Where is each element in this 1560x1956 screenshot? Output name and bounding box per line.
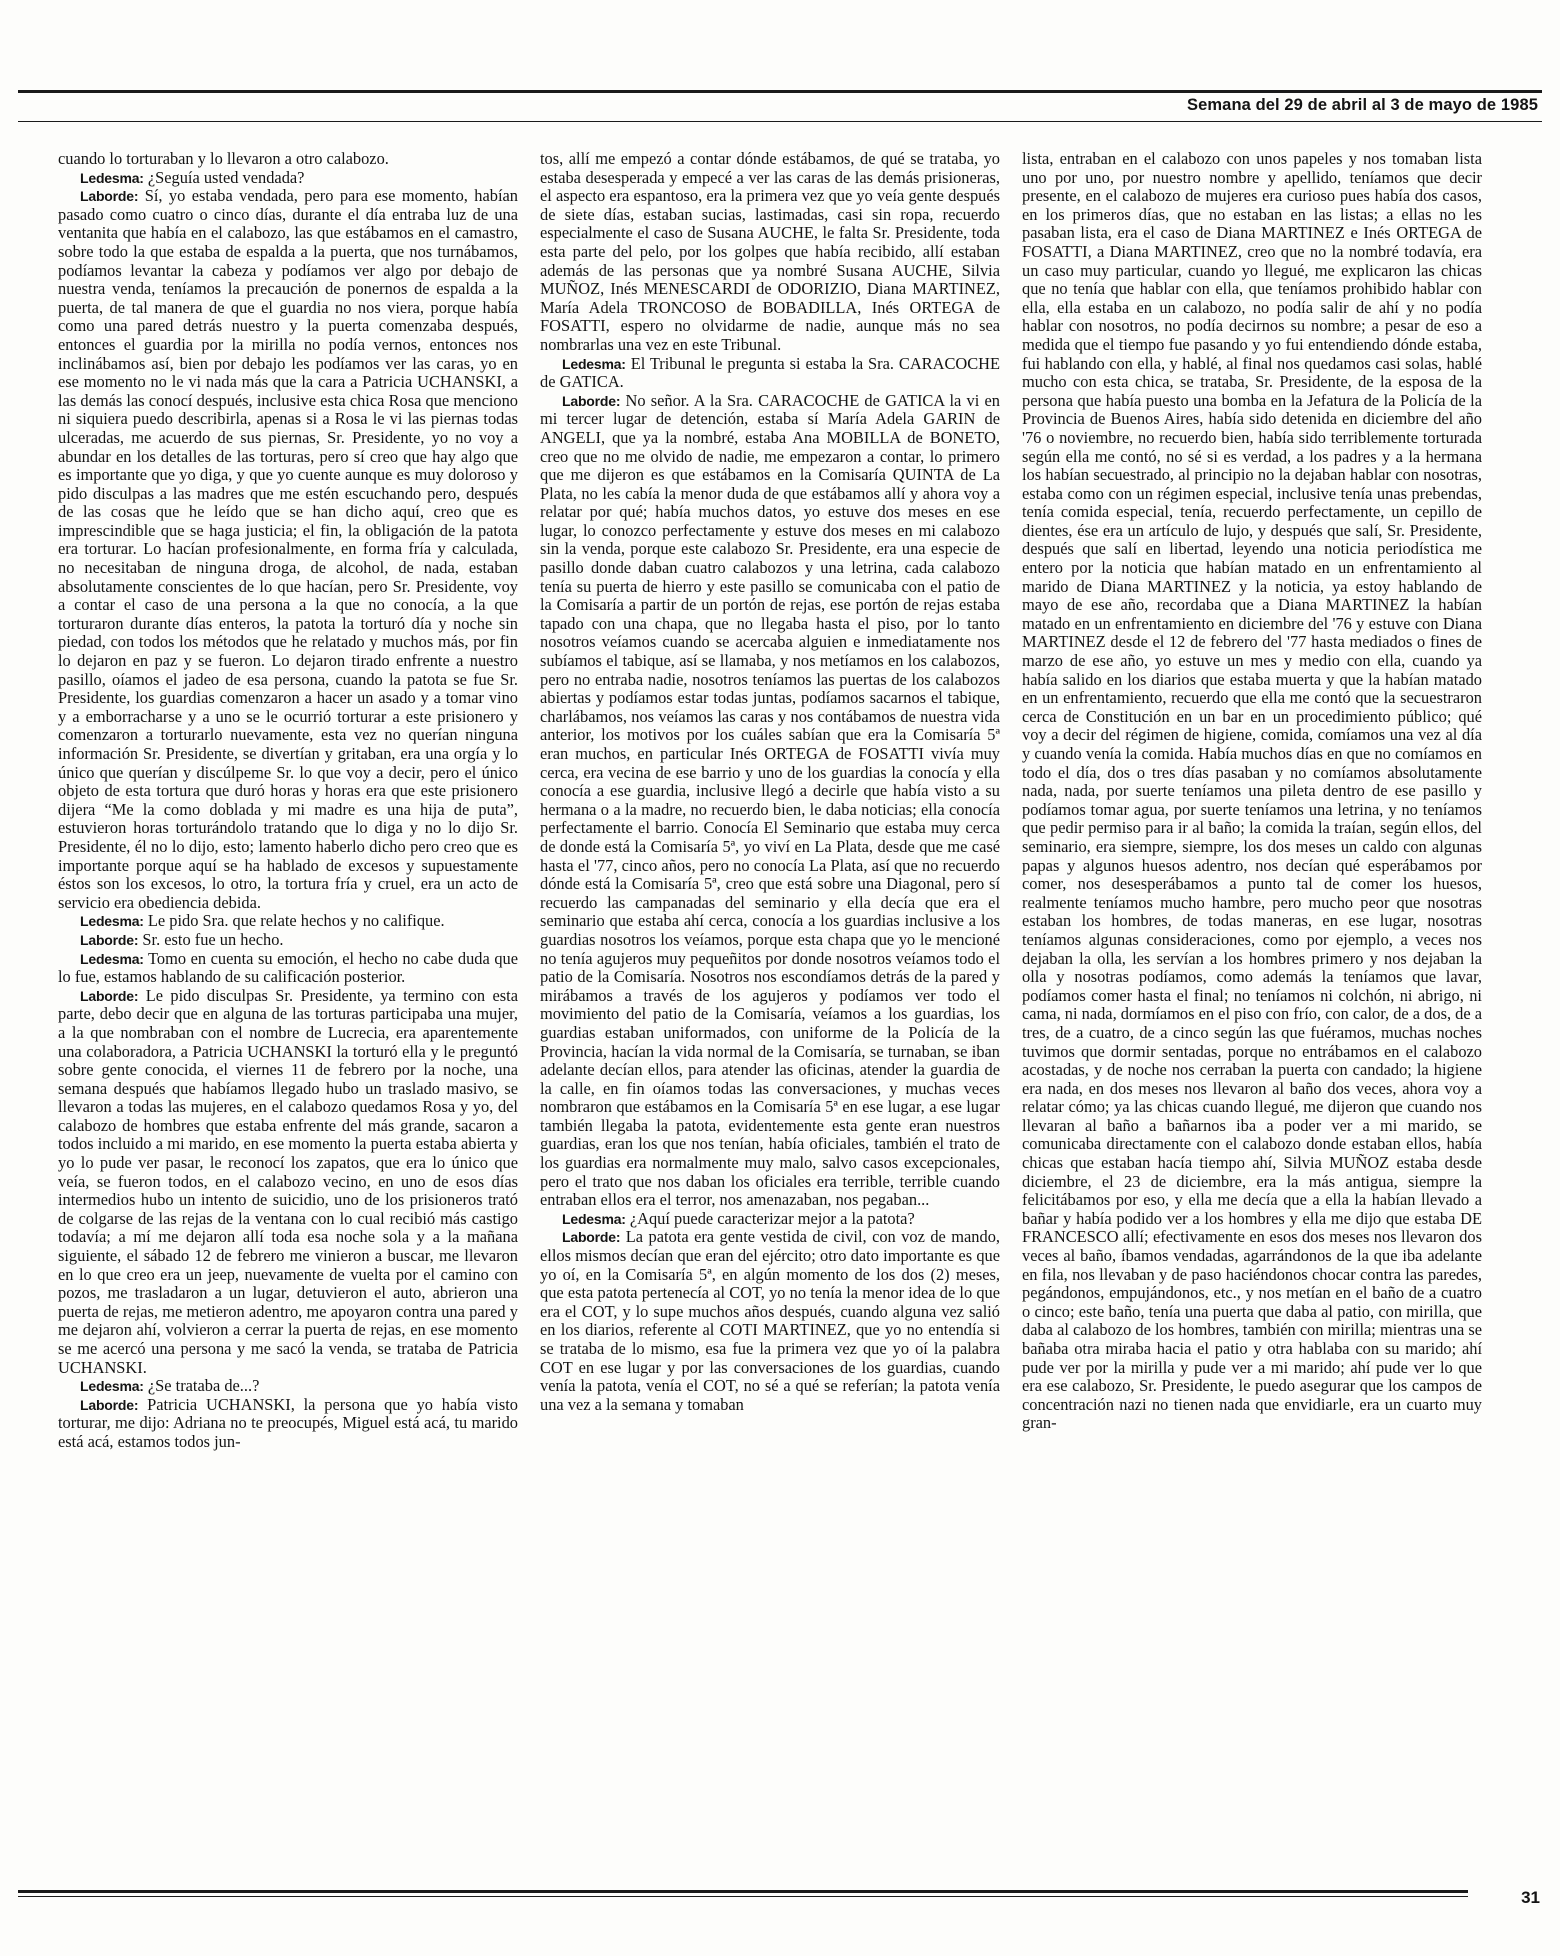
paragraph (58, 1396, 518, 1452)
speaker-label: Laborde: (562, 1229, 621, 1246)
paragraph-text: Sr. esto fue un hecho. (142, 929, 284, 949)
paragraph (58, 931, 518, 950)
paragraph (1022, 150, 1482, 1433)
paragraph-text: Sí, yo estaba vendada, pero para ese momento, habían pasado como cuatro o cinco días, durante el día entraba luz de una ventanita que había en el calabozo, las que estábamos en el camastro, sobre todo la que estaba de espalda a la puerta, que nos turnábamos, podíamos levantar la cabeza y podíamos ver algo por debajo de nuestra venda, teníamos la precaución de ponernos de espalda a la puerta, de tal manera de que el guardia no nos viera, porque había como una pared detrás nuestro y la puerta comenzaba después, entonces el guardia por la mirilla no podía vernos, entonces nos inclinábamos así, bien por debajo les podíamos ver las caras, yo en ese momento no le vi nada más que la cara a Patricia UCHANSKI, a las demás las conocí después, inclusive esta chica Rosa que menciono ni siquiera puedo describirla, apenas si a Rosa le vi las piernas todas ulceradas, me acuerdo de sus piernas, Sr. Presidente, yo no voy a abundar en los detalles de las torturas, pero sí creo que hay algo que es importante que yo diga, y que yo cuente aunque es muy doloroso y pido disculpas a las madres que me estén escuchando pero, después de las cosas que he leído que se han dicho aquí, creo que es imprescindible que se haga justicia; el fin, la obligación de la patota era torturar. Lo hacían profesionalmente, en forma fría y calculada, no necesitaban de ninguna droga, de alcohol, de nada, estaban absolutamente conscientes de lo que hacían, pero Sr. Presidente, voy a contar el caso de una persona a la que no conocía, a la que torturaron durante días enteros, la patota la torturó día y noche sin piedad, con todos los métodos que he relatado y muchos más, por fin lo dejaron en paz y se fueron. Lo dejaron tirado enfrente a nuestro pasillo, oíamos el jadeo de esa persona, cuando la patota se fue Sr. Presidente, los guardias comenzaron a hacer un asado y a tomar vino y a emborracharse y a uno se le ocurrió torturar a este prisionero y comenzaron a torturarlo nuevamente, esta vez no querían ninguna información Sr. Presidente, se divertían y gritaban, era una orgía y lo único que querían y discúlpeme Sr. lo que voy a decir, pero el único objeto de esta tortura que duró horas y horas era que este prisionero dijera “Me la como doblada y mi madre es una hija de puta”, estuvieron horas torturándolo tratando que lo diga y no lo dijo Sr. Presidente, él no lo dijo, esto; lamento haberlo dicho pero creo que es importante porque aquí se ha hablado de excesos y supuestamente éstos son los excesos, lo otro, la tortura fría y cruel, era un acto de servicio era obediencia debida. (58, 186, 518, 912)
column-3 (1022, 150, 1482, 1890)
paragraph-text: ¿Se trataba de...? (147, 1376, 260, 1396)
paragraph-text: El Tribunal le pregunta si estaba la Sra. CARACOCHE de GATICA. (540, 353, 1000, 392)
speaker-label: Laborde: (80, 1396, 139, 1413)
column-2 (540, 150, 1000, 1890)
page-number: 31 (1521, 1888, 1540, 1907)
paragraph-text: tos, allí me empezó a contar dónde estábamos, de qué se trataba, yo estaba desesperada y empecé a ver las caras de las demás prisioneras, el aspecto era espantoso, era la primera vez que yo veía gente después de siete días, estaban sucias, lastimadas, casi sin ropa, recuerdo especialmente el caso de Susana AUCHE, le falta Sr. Presidente, toda esta parte del pelo, por los golpes que había recibido, allí estaban además de las personas que ya nombré Susana AUCHE, Silvia MUÑOZ, Inés MENESCARDI de ODORIZIO, Diana MARTINEZ, María Adela TRONCOSO de BOBADILLA, Inés ORTEGA de FOSATTI, espero no olvidarme de nadie, aunque más no sea nombrarlas una vez en este Tribunal. (540, 150, 1000, 354)
paragraph (58, 187, 518, 912)
paragraph (58, 150, 518, 169)
paragraph-text: cuando lo torturaban y lo llevaron a otro calabozo. (58, 150, 389, 168)
speaker-label: Ledesma: (80, 950, 144, 967)
paragraph (58, 950, 518, 987)
paragraph (540, 355, 1000, 392)
speaker-label: Ledesma: (80, 1378, 144, 1395)
speaker-label: Ledesma: (562, 1210, 626, 1227)
speaker-label: Laborde: (80, 987, 139, 1004)
paragraph (58, 987, 518, 1377)
paragraph (58, 912, 518, 931)
paragraph (540, 392, 1000, 1210)
paragraph-text: Le pido Sra. que relate hechos y no califique. (147, 911, 445, 931)
footer-rule-thin (18, 1896, 1468, 1897)
paragraph (540, 150, 1000, 355)
paragraph-text: Patricia UCHANSKI, la persona que yo había visto torturar, me dijo: Adriana no te preocupés, Miguel está acá, tu marido está acá, estamos todos jun- (58, 1394, 518, 1451)
speaker-label: Ledesma: (80, 913, 144, 930)
speaker-label: Ledesma: (80, 169, 144, 186)
speaker-label: Ledesma: (562, 355, 626, 372)
header-rule-thick (18, 90, 1542, 93)
paragraph (58, 1377, 518, 1396)
speaker-label: Laborde: (80, 931, 139, 948)
paragraph-text: ¿Seguía usted vendada? (147, 167, 305, 187)
paragraph (540, 1210, 1000, 1229)
article-columns (58, 150, 1486, 1890)
paragraph-text: No señor. A la Sra. CARACOCHE de GATICA la vi en mi tercer lugar de detención, estaba sí María Adela GARIN de ANGELI, que ya la nombré, estaba Ana MOBILLA de BONETO, creo que no me olvido de nadie, me empezaron a contar, lo primero que me dijeron es que estábamos en la Comisaría QUINTA de La Plata, no les cabía la menor duda de que estábamos allí y ahora voy a relatar por qué; había muchos datos, yo estuve dos meses en ese lugar, lo conozco perfectamente y estuve dos meses en mi calabozo sin la venda, porque este calabozo Sr. Presidente, era una especie de pasillo donde daban cuatro calabozos y una letrina, cada calabozo tenía su puerta de hierro y este pasillo se comunicaba con el patio de la Comisaría a partir de un portón de rejas, ese portón de rejas estaba tapado con una chapa, que no llegaba hasta el piso, por lo tanto nosotros veíamos cuando se acercaba alguien e inmediatamente nos subíamos el tabique, así se llamaba, y nos metíamos en los calabozos, pero no entraba nadie, nosotros teníamos las puertas de los calabozos abiertas y podíamos estar todas juntas, podíamos sacarnos el tabique, charlábamos, nos veíamos las caras y nos contábamos de nuestra vida anterior, los motivos por los cuáles sabían que era la Comisaría 5ª eran muchos, en particular Inés ORTEGA de FOSATTI vivía muy cerca, era vecina de ese barrio y uno de los guardias la conocía y ella conocía a ese guardia, inclusive llegó a decirle que había visto a su hermana o a la madre, no recuerdo bien, le daba noticias; ella conocía perfectamente el barrio. Conocía El Seminario que estaba muy cerca de donde está la Comisaría 5ª, yo viví en La Plata, desde que me casé hasta el '77, cinco años, pero no conocía La Plata, así que no recuerdo dónde está la Comisaría 5ª, creo que está sobre una Diagonal, pero sí recuerdo las campanadas del seminario y ella decía que era el seminario que estaba ahí cerca, conocía a los guardias inclusive a los guardias nosotros los veíamos, porque esta chapa que yo le mencioné no tenía agujeros muy pequeñitos por donde nosotros veíamos todo el patio de la Comisaría. Nosotros nos escondíamos detrás de la pared y mirábamos a través de los agujeros y podíamos ver todo el movimiento del patio de la Comisaría, veíamos a los guardias, los guardias estaban uniformados, con uniforme de la Policía de la Provincia, hacían la vida normal de la Comisaría, se turnaban, se iban adelante decían ellos, para atender las oficinas, atender la guardia de la calle, en fin oíamos todas las conversaciones, y muchas veces nombraron que estábamos en la Comisaría 5ª en ese lugar, a ese lugar también llegaba la patota, evidentemente esta gente eran nuestros guardias, eran los que nos tenían, había oficiales, también el trato de los guardias era normalmente muy malo, salvo casos excepcionales, pero el trato que nos daban los oficiales era terrible, terrible cuando entraban ellos era el terror, nos amenazaban, nos pegaban... (540, 390, 1000, 1210)
column-1 (58, 150, 518, 1890)
paragraph-text: La patota era gente vestida de civil, con voz de mando, ellos mismos decían que eran del ejército; otro dato importante es que yo oí, en la Comisaría 5ª, en algún momento de los dos (2) meses, que esta patota pertenecía al COT, yo no tenía la menor idea de lo que era el COT, y lo supe muchos años después, cuando alguna vez salió en los diarios, referente al COTI MARTINEZ, que yo no entendía si se trataba de lo mismo, esa fue la primera vez que yo oí la palabra COT en ese lugar y por las conversaciones de los guardias, cuando venía la patota, venía el COT, no sé a qué se referían; la patota venía una vez a la semana y tomaban (540, 1227, 1000, 1414)
speaker-label: Laborde: (562, 392, 621, 409)
paragraph-text: Tomo en cuenta su emoción, el hecho no cabe duda que lo fue, estamos hablando de su calificación posterior. (58, 948, 518, 987)
speaker-label: Laborde: (80, 188, 139, 205)
paragraph-text: ¿Aquí puede caracterizar mejor a la patota? (629, 1208, 915, 1228)
paragraph-text: lista, entraban en el calabozo con unos papeles y nos tomaban lista uno por uno, por nuestro nombre y apellido, teníamos que decir presente, en el calabozo de mujeres era curioso pues había dos casos, en los primeros días, que no estaban en las listas; a ellas no les pasaban lista, era el caso de Diana MARTINEZ e Inés ORTEGA de FOSATTI, a Diana MARTINEZ, creo que no la nombré todavía, era un caso muy particular, cuando yo llegué, me explicaron las chicas que no tenía que hablar con ella, que teníamos prohibido hablar con ella, ella estaba en un calabozo, no podía salir de ahí y no podía hablar con nosotros, no podía decirnos su nombre; a pesar de eso a medida que el tiempo fue pasando y yo fui entendiendo dónde estaba, fui hablando con ella, y hablé, al final nos quedamos casi solas, hablé mucho con esta chica, se trataba, Sr. Presidente, de la esposa de la persona que había puesto una bomba en la Jefatura de la Policía de la Provincia de Buenos Aires, había sido detenida en diciembre del año '76 o noviembre, no recuerdo bien, había sido terriblemente torturada según ella me contó, no sé si es verdad, a los padres y a la hermana los habían secuestrado, al principio no la dejaban hablar con nosotras, estaba como con un régimen especial, inclusive tenía unas prebendas, tenía comida especial, tenía, recuerdo perfectamente, un cepillo de dientes, ése era un artículo de lujo, y después que salí, Sr. Presidente, después que salí en libertad, leyendo una noticia periodística me entero por la noticia que habían matado en un enfrentamiento al marido de Diana MARTINEZ y la noticia, ya estoy hablando de mayo de ese año, recordaba que a Diana MARTINEZ la habían matado en un enfrentamiento en diciembre del '76 y estuve con Diana MARTINEZ desde el 12 de febrero del '77 hasta mediados o fines de marzo de ese año, yo estuve un mes y medio con ella, cuando ya había salido en los diarios que estaba muerta y que la habían matado en un enfrentamiento, recuerdo que ella me contó que la secuestraron cerca de Constitución en un bar en un procedimiento público; qué voy a decir del régimen de higiene, comida, comíamos una vez al día y cuando venía la comida. Había muchos días en que no comíamos en todo el día, dos o tres días pasaban y no comíamos absolutamente nada, nada, por suerte teníamos una pileta dentro de ese pasillo y podíamos tomar agua, por suerte teníamos una letrina, y no teníamos que pedir permiso para ir al baño; la comida la traían, según ellos, del seminario, era siempre, siempre, los dos meses un caldo con algunas papas y algunos huesos adentro, nos decían qué esperábamos por comer, nos desesperábamos a punto tal de comer los huesos, realmente teníamos mucho hambre, pero mucho peor que nosotras estaban los hombres, de todas maneras, en ese lugar, nosotras teníamos algunas consideraciones, como por ejemplo, a veces nos dejaban la olla, les servían a los hombres primero y nos dejaban la olla y nosotras podíamos, como además la teníamos que lavar, podíamos comer hasta el final; no teníamos ni colchón, ni abrigo, ni cama, ni nada, dormíamos en el piso con frío, con calor, de a dos, de a tres, de a cuatro, de a cinco según las que fuéramos, muchas noches tuvimos que dormir sentadas, porque no entrábamos en el calabozo acostadas, y de noche nos cerraban la puerta con candado; la higiene era nada, en dos meses nos llevaron al baño dos veces, ahora voy a relatar cómo; ya las chicas cuando llegué, me dijeron que cuando nos llevaran al baño a bañarnos iba a poder ver a mi marido, se comunicaba directamente con el calabozo donde estaban ellos, había chicas que estaban hacía tiempo ahí, Silvia MUÑOZ estaba desde diciembre, el 23 de diciembre, era la más antigua, siempre la felicitábamos por eso, y ella me decía que a ella la habían llevado a bañar y había podido ver a los hombres y ella me dijo que estaba DE FRANCESCO allí; efectivamente en esos dos meses nos llevaron dos veces al baño, íbamos vendadas, agarrándonos de la que iba adelante en fila, nos llevaban y de paso haciéndonos chocar contra las paredes, pegándonos, empujándonos, etc., y nos metían en el baño de a cuatro o cinco; este baño, tenía una puerta que daba al patio, con mirilla, que daba al calabozo de los hombres, también con mirilla; mientras una se bañaba otra miraba hacia el patio y otra hablaba con su marido; ahí pude ver por la mirilla y pude ver a mi marido; ahí pude ver lo que era ese calabozo, Sr. Presidente, le puedo asegurar que los campos de concentración nazi no tienen nada que envidiarle, era un cuarto muy gran- (1022, 150, 1482, 1433)
footer-rule-thick (18, 1890, 1468, 1893)
paragraph (58, 169, 518, 188)
issue-date: Semana del 29 de abril al 3 de mayo de 1985 (1187, 96, 1538, 114)
paragraph-text: Le pido disculpas Sr. Presidente, ya termino con esta parte, debo decir que en alguna de las torturas participaba una mujer, a la que nombraban con el nombre de Lucrecia, era aparentemente una colaboradora, a Patricia UCHANSKI la torturó ella y le preguntó sobre gente conocida, el viernes 11 de febrero por la noche, una semana después que habíamos llegado hubo un traslado masivo, se llevaron a todas las mujeres, en el calabozo quedamos Rosa y yo, del calabozo de hombres que estaba enfrente del más grande, sacaron a todos incluido a mi marido, en ese momento la puerta estaba abierta y yo lo pude ver pasar, le reconocí los zapatos, que era lo único que veía, se fueron todos, en el calabozo vecino, en uno de esos días intermedios hubo un intento de suicidio, uno de los prisioneros trató de colgarse de las rejas de la ventana con lo cual recibió más castigo todavía; a mí me dejaron allí toda esa noche sola y a la mañana siguiente, el sábado 12 de febrero me vinieron a buscar, me llevaron en lo que creo era un jeep, nuevamente de vuelta por el camino con pozos, me trasladaron a un lugar, detuvieron el auto, abrieron una puerta de rejas, me metieron adentro, me apoyaron contra una pared y me dejaron ahí, volvieron a cerrar la puerta de rejas, en ese momento se me acercó una persona y me sacó la venda, se trataba de Patricia UCHANSKI. (58, 985, 518, 1377)
header-rule-thin (18, 121, 1542, 122)
paragraph (540, 1228, 1000, 1414)
